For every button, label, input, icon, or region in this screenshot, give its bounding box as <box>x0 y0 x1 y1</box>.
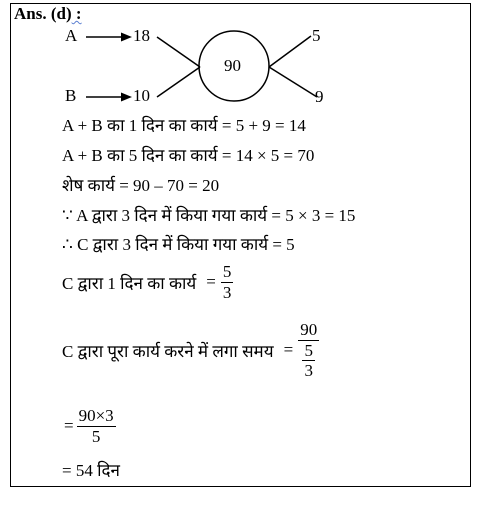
inner-numerator: 5 <box>304 340 313 360</box>
value-c-top: 5 <box>312 26 321 45</box>
answer-prefix: Ans. (d) <box>14 4 72 23</box>
label-a: A <box>65 26 78 45</box>
step-2: A + B का 5 दिन का कार्य = 14 × 5 = 70 <box>62 146 315 165</box>
fraction-90x3-5 <box>77 406 116 446</box>
step-7-text: C द्वारा पूरा कार्य करने में लगा समय <box>62 341 274 361</box>
step-6-equals: = <box>206 272 216 292</box>
line-right-top <box>269 36 311 67</box>
value-c-bottom: 9 <box>315 87 324 106</box>
step-7 <box>62 320 319 381</box>
step-8-equals: = <box>64 416 74 436</box>
arrow-a-head <box>121 33 132 42</box>
step-8 <box>64 406 116 446</box>
inner-fraction <box>302 341 315 381</box>
step-8-denominator: 5 <box>91 426 101 446</box>
compound-fraction <box>298 320 319 381</box>
fraction-numerator: 5 <box>222 262 232 281</box>
label-b: B <box>65 86 77 105</box>
arrow-b-head <box>121 93 132 102</box>
line-left-bottom <box>157 67 200 97</box>
answer-colon: : <box>71 4 82 23</box>
circle-value: 90 <box>224 56 241 75</box>
inner-denominator: 3 <box>304 361 313 381</box>
step-1: A + B का 1 दिन का कार्य = 5 + 9 = 14 <box>62 116 306 135</box>
step-4: ∵ A द्वारा 3 दिन में किया गया कार्य = 5 × 3 = 15 <box>62 206 356 225</box>
step-7-equals: = <box>283 340 294 360</box>
fraction-denominator: 3 <box>222 282 232 302</box>
step-5: ∴ C द्वारा 3 दिन में किया गया कार्य = 5 <box>62 235 295 254</box>
value-a: 18 <box>133 26 150 45</box>
step-3: शेष कार्य = 90 – 70 = 20 <box>62 176 220 195</box>
value-b: 10 <box>133 86 150 105</box>
step-9: = 54 दिन <box>62 461 120 480</box>
compound-numerator: 90 <box>300 320 318 339</box>
step-6 <box>62 262 233 302</box>
fraction-5-3 <box>221 262 234 302</box>
line-left-top <box>157 37 200 67</box>
step-8-numerator: 90×3 <box>78 406 114 425</box>
step-6-text: C द्वारा 1 दिन का कार्य <box>62 273 197 293</box>
line-right-bottom <box>269 67 317 97</box>
